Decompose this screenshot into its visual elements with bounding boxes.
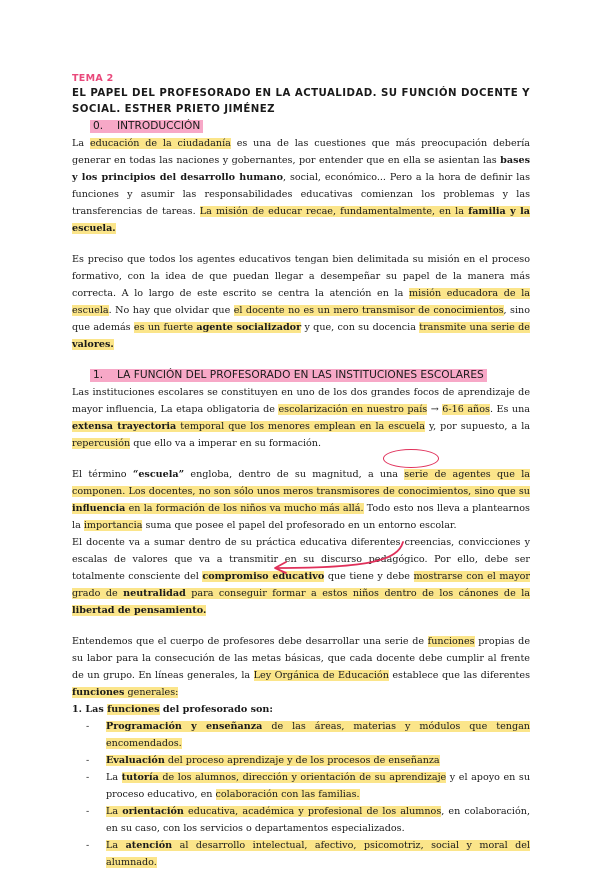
functions-list bbox=[72, 718, 530, 871]
paragraph-function-2: El término “escuela” engloba, dentro de su magnitud, a una serie de agentes que la componen. Los docentes, no son sólo unos meros transmisores de conocimientos, sino que su influencia en la formación de los niños va mucho más allá. Todo esto nos lleva a plantearnos la importancia suma que posee el papel del profesorado en un entorno escolar. bbox=[72, 469, 530, 531]
section-heading-0-highlight bbox=[90, 120, 203, 133]
section-heading-1-highlight bbox=[90, 369, 487, 382]
section-title: INTRODUCCIÓN bbox=[117, 120, 201, 132]
paragraph-intro-2: Es preciso que todos los agentes educativos tengan bien delimitada su misión en el proceso formativo, con la idea de que puedan llegar a desempeñar su papel de la manera más correcta. A lo largo de este escrito se centra la atención en la misión educadora de la escuela. No hay que olvidar que el docente no es un mero transmisor de conocimientos, sino que además es un fuerte agente socializador y que, con su docencia transmite una serie de valores. bbox=[72, 254, 531, 350]
list-item: - La atención al desarrollo intelectual, afectivo, psicomotriz, social y moral del alumnado. bbox=[72, 837, 530, 871]
document-title: EL PAPEL DEL PROFESORADO EN LA ACTUALIDAD. SU FUNCIÓN DOCENTE Y SOCIAL. ESTHER PRIETO JIMÉNEZ bbox=[72, 88, 530, 115]
section-heading-0 bbox=[90, 118, 530, 135]
document-page bbox=[72, 70, 530, 871]
paragraph-function-1: Las instituciones escolares se constituyen en uno de los dos grandes focos de aprendizaje de mayor influencia, La etapa obligatoria de escolarización en nuestro país → 6-16 años. Es una extensa trayectoria temporal que los menores emplean en la escuela y, por supuesto, a la repercusión que ello va a imperar en su formación. bbox=[72, 387, 530, 449]
section-heading-1 bbox=[90, 367, 530, 384]
annotation-arrow-icon bbox=[270, 538, 410, 578]
list-item: - La orientación educativa, académica y profesional de los alumnos, en colaboración, en su caso, con los servicios o departamentos especializados. bbox=[72, 803, 530, 837]
functions-list-heading: 1. Las funciones del profesorado son: bbox=[72, 704, 273, 715]
list-item: - La tutoría de los alumnos, dirección y orientación de su aprendizaje y el apoyo en su proceso educativo, en colaboración con las familias. bbox=[72, 769, 530, 803]
list-item: - Programación y enseñanza de las áreas, materias y módulos que tengan encomendados. bbox=[72, 718, 530, 752]
circled-word-influencia: influencia bbox=[72, 503, 126, 514]
paragraph-function-4: Entendemos que el cuerpo de profesores debe desarrollar una serie de funciones propias de su labor para la consecución de las metas básicas, que cada docente debe cumplir al frente de un grupo. En líneas generales, la Ley Orgánica de Educación establece que las diferentes funciones generales: bbox=[72, 636, 531, 698]
tema-label: TEMA 2 bbox=[72, 73, 114, 84]
paragraph-intro-1: La educación de la ciudadanía es una de las cuestiones que más preocupación debería generar en todas las naciones y gobernantes, por entender que en ella se asientan las bases y los principios del desarrollo humano, social, económico... Pero a la hora de definir las funciones y asumir las responsabilidades educativas comienzan los problemas y las transferencias de tareas. La misión de educar recae, fundamentalmente, en la familia y la escuela. bbox=[72, 138, 530, 234]
annotation-circle bbox=[383, 449, 439, 468]
section-number: 0. bbox=[93, 120, 104, 132]
paragraph-function-3: El docente va a sumar dentro de su práctica educativa diferentes creencias, convicciones y escalas de valores que va a transmitir en su discurso pedagógico. Por ello, debe ser totalmente consciente del compromiso educativo que tiene y debe mostrarse con el mayor grado de neutralidad para conseguir formar a estos niños dentro de los cánones de la libertad de pensamiento. bbox=[72, 537, 530, 616]
list-item: - Evaluación del proceso aprendizaje y de los procesos de enseñanza bbox=[72, 752, 530, 769]
section-number: 1. bbox=[93, 369, 104, 381]
section-title: LA FUNCIÓN DEL PROFESORADO EN LAS INSTITUCIONES ESCOLARES bbox=[117, 369, 484, 381]
